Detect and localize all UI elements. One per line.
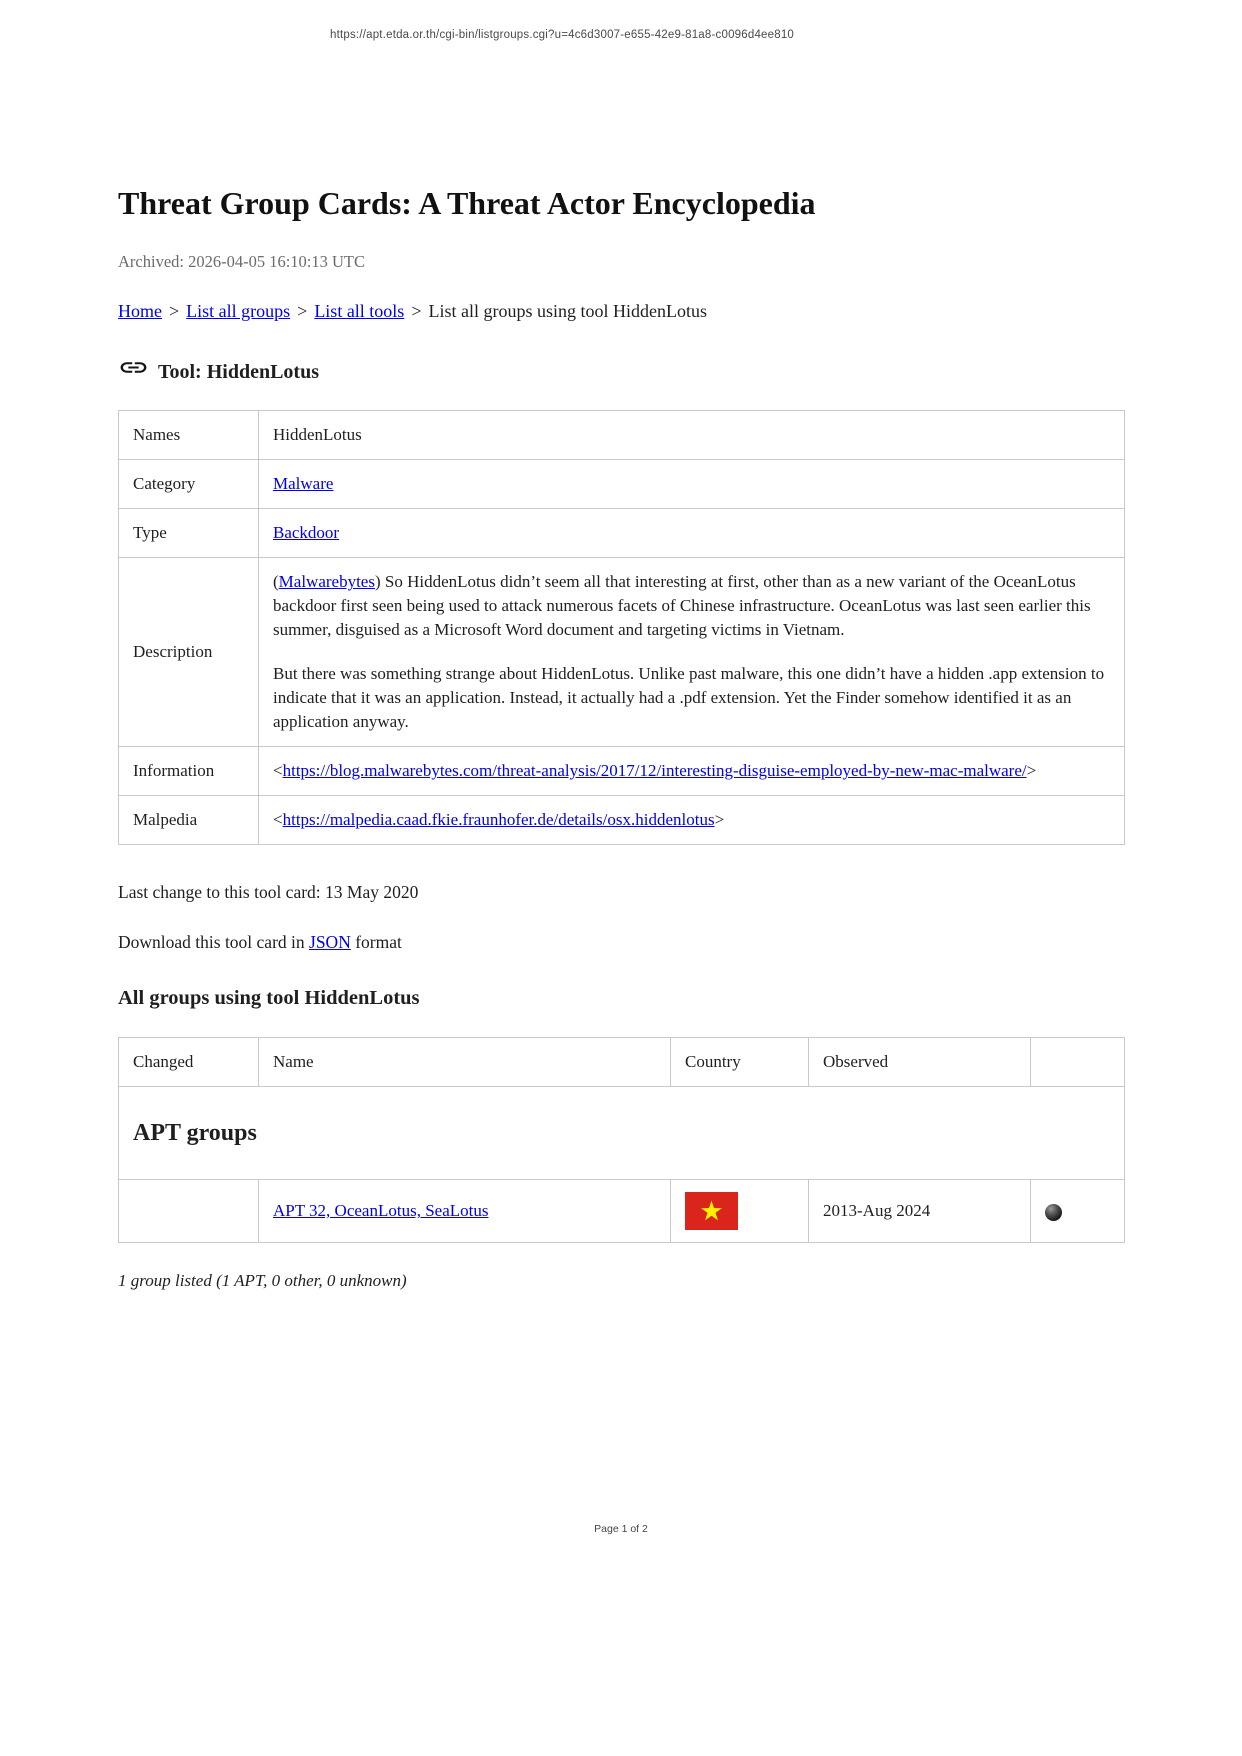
apt-groups-section-cell xyxy=(119,1087,1125,1180)
description-paragraph-1: (Malwarebytes) So HiddenLotus didn’t seem all that interesting at first, other than as a new variant of the OceanLotus backdoor first seen being used to attack numerous facets of Chinese infrastructure. OceanLotus was last seen earlier this summer, disguised as a Microsoft Word document and targeting victims in Vietnam. xyxy=(273,572,1091,640)
vietnam-flag-icon xyxy=(685,1192,738,1230)
column-header-name: Name xyxy=(259,1038,671,1087)
download-note: Download this tool card in JSON format xyxy=(118,932,402,953)
link-icon xyxy=(118,355,149,380)
breadcrumb-current: List all groups using tool HiddenLotus xyxy=(428,301,707,322)
print-header-url: https://apt.etda.or.th/cgi-bin/listgroups.cgi?u=4c6d3007-e655-42e9-81a8-c0096d4ee810 xyxy=(330,29,795,41)
table-row xyxy=(119,1180,1125,1243)
groups-table xyxy=(118,1037,1125,1243)
groups-section-row xyxy=(119,1087,1125,1180)
groups-count-footnote: 1 group listed (1 APT, 0 other, 0 unknown) xyxy=(118,1271,407,1291)
malpedia-value: <https://malpedia.caad.fkie.fraunhofer.de/details/osx.hiddenlotus> xyxy=(259,796,1125,845)
tool-heading xyxy=(118,357,1125,382)
category-link[interactable]: Malware xyxy=(273,474,334,494)
breadcrumb-link-list-all-tools[interactable]: List all tools xyxy=(314,301,405,322)
names-value: HiddenLotus xyxy=(259,411,1125,460)
breadcrumb-separator: > xyxy=(169,301,180,322)
type-label: Type xyxy=(119,509,259,558)
archived-timestamp: Archived: 2026-04-05 16:10:13 UTC xyxy=(118,252,366,272)
malwarebytes-link[interactable]: Malwarebytes xyxy=(278,572,375,592)
information-link[interactable]: https://blog.malwarebytes.com/threat-analysis/2017/12/interesting-disguise-employed-by-new-mac-malware/ xyxy=(282,761,1027,781)
groups-header-row xyxy=(119,1038,1125,1087)
column-header-observed: Observed xyxy=(809,1038,1031,1087)
page-content xyxy=(118,0,1125,1291)
breadcrumb xyxy=(118,299,1125,323)
groups-section-heading: All groups using tool HiddenLotus xyxy=(118,987,420,1010)
column-header-country: Country xyxy=(671,1038,809,1087)
column-header-changed: Changed xyxy=(119,1038,259,1087)
malpedia-link[interactable]: https://malpedia.caad.fkie.fraunhofer.de/details/osx.hiddenlotus xyxy=(282,810,715,830)
description-label: Description xyxy=(119,558,259,747)
description-value xyxy=(259,558,1125,747)
table-row xyxy=(119,509,1125,558)
page-title: Threat Group Cards: A Threat Actor Encyclopedia xyxy=(118,185,816,221)
page-number: Page 1 of 2 xyxy=(594,1523,648,1535)
information-label: Information xyxy=(119,747,259,796)
group-name-cell xyxy=(259,1180,671,1243)
table-row xyxy=(119,411,1125,460)
apt32-group-link[interactable]: APT 32, OceanLotus, SeaLotus xyxy=(273,1201,489,1221)
breadcrumb-separator: > xyxy=(297,301,308,322)
table-row xyxy=(119,747,1125,796)
information-value: <https://blog.malwarebytes.com/threat-analysis/2017/12/interesting-disguise-employed-by-new-mac-malware/> xyxy=(259,747,1125,796)
country-cell xyxy=(671,1180,809,1243)
table-row xyxy=(119,796,1125,845)
apt-groups-section-title: APT groups xyxy=(133,1120,257,1147)
description-paragraph-2: But there was something strange about HiddenLotus. Unlike past malware, this one didn’t have a hidden .app extension to indicate that it was an application. Instead, it actually had a .pdf extension. Yet the Finder somehow identified it as an application anyway. xyxy=(273,664,1105,732)
last-change-note: Last change to this tool card: 13 May 2020 xyxy=(118,882,419,903)
tool-heading-text: Tool: HiddenLotus xyxy=(158,361,319,384)
breadcrumb-separator: > xyxy=(411,301,422,322)
category-label: Category xyxy=(119,460,259,509)
changed-cell xyxy=(119,1180,259,1243)
malpedia-label: Malpedia xyxy=(119,796,259,845)
type-link[interactable]: Backdoor xyxy=(273,523,340,543)
names-label: Names xyxy=(119,411,259,460)
table-row xyxy=(119,460,1125,509)
table-row xyxy=(119,558,1125,747)
column-header-blank xyxy=(1031,1038,1125,1087)
observed-cell: 2013-Aug 2024 xyxy=(809,1180,1031,1243)
json-download-link[interactable]: JSON xyxy=(309,932,351,953)
breadcrumb-link-list-all-groups[interactable]: List all groups xyxy=(186,301,291,322)
status-sphere-icon xyxy=(1045,1204,1062,1221)
tool-card-table xyxy=(118,410,1125,845)
breadcrumb-link-home[interactable]: Home xyxy=(118,301,162,322)
indicator-cell xyxy=(1031,1180,1125,1243)
